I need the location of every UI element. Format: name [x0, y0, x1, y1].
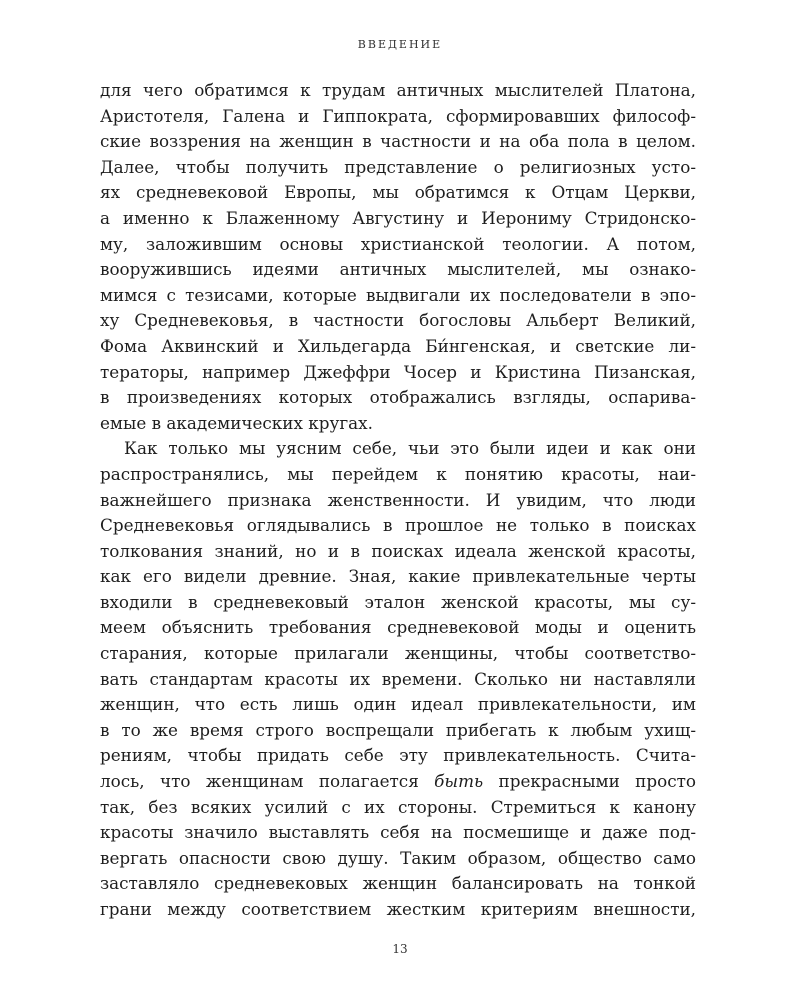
text-line: входили в средневековый эталон женской красоты, мы су- [100, 591, 696, 612]
text-line: рениям, чтобы придать себе эту привлекательность. Счита- [100, 745, 696, 766]
text-line: Средневековья оглядывались в прошлое не только в поисках [100, 515, 696, 536]
text-line: грани между соответствием жестким критериям внешности, [100, 899, 696, 919]
body-text [100, 78, 696, 923]
running-head: ВВЕДЕНИЕ [357, 38, 443, 51]
text-line: Как только мы уясним себе, чьи это были идеи и как они [124, 438, 696, 459]
text-line: для чего обратимся к трудам античных мыслителей Платона, [100, 80, 696, 100]
paragraph-1 [100, 78, 696, 436]
text-line: так, без всяких усилий с их стороны. Стремиться к канону [100, 796, 696, 817]
text-line: заставляло средневековых женщин балансировать на тонкой [100, 873, 696, 894]
text-line: в то же время строго воспрещали прибегать к любым ухищ- [100, 719, 696, 740]
text-line: Фома Аквинский и Хильдегарда Би́нгенская, и светские ли- [100, 335, 696, 356]
text-line: вергать опасности свою душу. Таким образом, общество само [100, 847, 696, 868]
text-line: в произведениях которых отображались взгляды, оспарива- [100, 387, 696, 408]
text-line: тераторы, например Джеффри Чосер и Кристина Пизанская, [100, 361, 696, 382]
text-line: женщин, что есть лишь один идеал привлекательности, им [100, 694, 696, 715]
page-number: 13 [392, 942, 408, 956]
text-line: вооружившись идеями античных мыслителей, мы ознако- [100, 259, 696, 280]
text-line: как его видели древние. Зная, какие привлекательные черты [100, 566, 696, 587]
text-line: распространялись, мы перейдем к понятию красоты, наи- [100, 463, 696, 484]
paragraph-2 [100, 436, 696, 922]
text-line: емые в академических кругах. [100, 412, 373, 433]
text-line: важнейшего признака женственности. И увидим, что люди [100, 489, 696, 510]
text-line: меем объяснить требования средневековой моды и оценить [100, 617, 696, 638]
text-line: вать стандартам красоты их времени. Сколько ни наставляли [100, 668, 696, 689]
text-line: ях средневековой Европы, мы обратимся к Отцам Церкви, [100, 182, 696, 203]
text-line: му, заложившим основы христианской теологии. А потом, [100, 233, 696, 254]
text-line: Далее, чтобы получить представление о религиозных усто- [100, 156, 696, 177]
text-line: ские воззрения на женщин в частности и на оба пола в целом. [100, 131, 696, 152]
text-line: мимся с тезисами, которые выдвигали их последователи в эпо- [100, 284, 696, 305]
text-line: ху Средневековья, в частности богословы Альберт Великий, [100, 310, 696, 331]
text-line: старания, которые прилагали женщины, чтобы соответство- [100, 643, 696, 664]
text-line: Аристотеля, Галена и Гиппократа, сформировавших философ- [100, 105, 696, 126]
text-line: красоты значило выставлять себя на посмешище и даже под- [100, 822, 696, 843]
text-line: лось, что женщинам полагается быть прекрасными просто [100, 771, 696, 792]
text-line: а именно к Блаженному Августину и Иерониму Стридонско- [100, 207, 696, 228]
text-line: толкования знаний, но и в поисках идеала женской красоты, [100, 540, 696, 561]
